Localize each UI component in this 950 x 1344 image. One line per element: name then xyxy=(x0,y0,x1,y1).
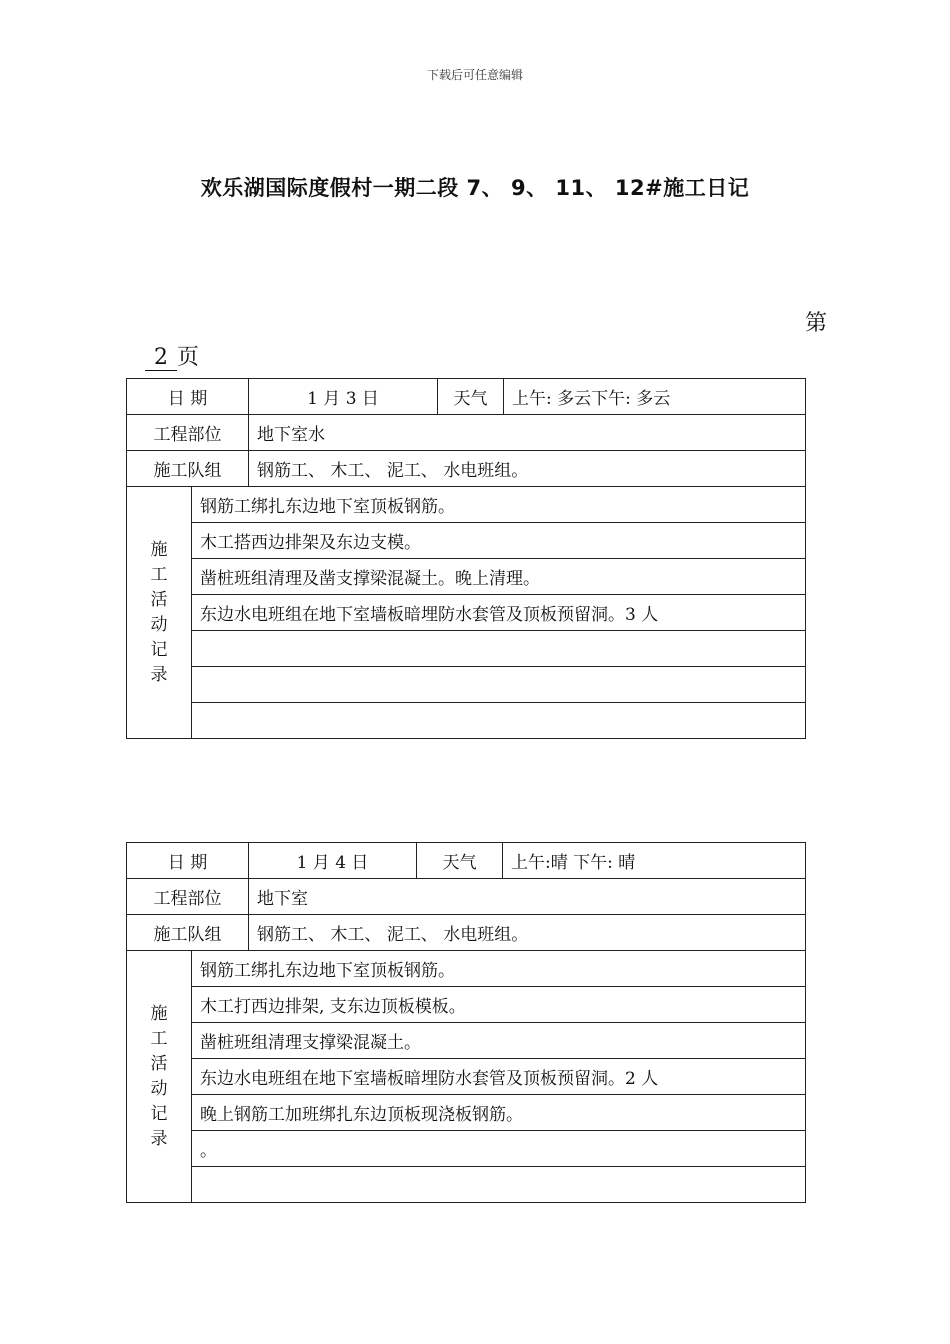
date-value: 1 月 3 日 xyxy=(249,379,438,415)
team-row xyxy=(127,451,806,487)
location-row xyxy=(127,415,806,451)
header-note: 下载后可任意编辑 xyxy=(426,68,523,82)
activity-row xyxy=(127,703,806,739)
location-value: 地下室 xyxy=(249,879,806,915)
activity-label-char: 录 xyxy=(150,664,168,685)
activity-line: 凿桩班组清理及凿支撑梁混凝土。晚上清理。 xyxy=(192,559,806,595)
page-label-suffix: 页 xyxy=(177,345,200,370)
activity-row xyxy=(127,987,806,1023)
team-value: 钢筋工、 木工、 泥工、 水电班组。 xyxy=(249,915,806,951)
team-label: 施工队组 xyxy=(127,915,249,951)
team-value: 钢筋工、 木工、 泥工、 水电班组。 xyxy=(249,451,806,487)
activity-section-label xyxy=(127,951,192,1203)
team-row xyxy=(127,915,806,951)
activity-label-char: 记 xyxy=(150,1103,168,1124)
page-label xyxy=(145,340,199,371)
document-title: 欢乐湖国际度假村一期二段 7、 9、 11、 12#施工日记 xyxy=(200,176,750,200)
page-number: 2 xyxy=(145,346,177,371)
activity-label-char: 工 xyxy=(150,1028,168,1049)
activity-line: 东边水电班组在地下室墙板暗埋防水套管及顶板预留洞。2 人 xyxy=(192,1059,806,1095)
activity-row xyxy=(127,1131,806,1167)
activity-row xyxy=(127,667,806,703)
activity-line xyxy=(192,703,806,739)
diary-entry-table-1 xyxy=(126,378,806,739)
activity-label-char: 活 xyxy=(150,1053,168,1074)
date-label: 日 期 xyxy=(127,843,249,879)
activity-row xyxy=(127,595,806,631)
weather-label: 天气 xyxy=(417,843,503,879)
location-row xyxy=(127,879,806,915)
activity-row xyxy=(127,523,806,559)
diary-entry-table-2 xyxy=(126,842,806,1203)
activity-label-char: 录 xyxy=(150,1128,168,1149)
activity-label-char: 动 xyxy=(150,1078,168,1099)
activity-label-char: 活 xyxy=(150,589,168,610)
date-row xyxy=(127,843,806,879)
activity-line: 东边水电班组在地下室墙板暗埋防水套管及顶板预留洞。3 人 xyxy=(192,595,806,631)
activity-line: 木工打西边排架, 支东边顶板模板。 xyxy=(192,987,806,1023)
activity-label-char: 工 xyxy=(150,564,168,585)
activity-line xyxy=(192,631,806,667)
activity-line xyxy=(192,1167,806,1203)
activity-row xyxy=(127,1059,806,1095)
activity-row xyxy=(127,951,806,987)
weather-label: 天气 xyxy=(438,379,504,415)
activity-section-label xyxy=(127,487,192,739)
activity-row xyxy=(127,631,806,667)
activity-row xyxy=(127,559,806,595)
activity-row xyxy=(127,1023,806,1059)
location-label: 工程部位 xyxy=(127,879,249,915)
location-label: 工程部位 xyxy=(127,415,249,451)
activity-line: 木工搭西边排架及东边支模。 xyxy=(192,523,806,559)
activity-row xyxy=(127,1095,806,1131)
page-label-prefix: 第 xyxy=(805,311,828,336)
team-label: 施工队组 xyxy=(127,451,249,487)
activity-line xyxy=(192,667,806,703)
weather-value: 上午:晴 下午: 晴 xyxy=(503,843,806,879)
date-value: 1 月 4 日 xyxy=(249,843,417,879)
weather-value: 上午: 多云下午: 多云 xyxy=(504,379,806,415)
activity-row xyxy=(127,1167,806,1203)
activity-label-char: 施 xyxy=(150,539,168,560)
activity-label-char: 动 xyxy=(150,614,168,635)
activity-label-char: 施 xyxy=(150,1003,168,1024)
date-row xyxy=(127,379,806,415)
activity-line: 钢筋工绑扎东边地下室顶板钢筋。 xyxy=(192,487,806,523)
date-label: 日 期 xyxy=(127,379,249,415)
location-value: 地下室水 xyxy=(249,415,806,451)
activity-line: 凿桩班组清理支撑梁混凝土。 xyxy=(192,1023,806,1059)
activity-line: 。 xyxy=(192,1131,806,1167)
activity-label-char: 记 xyxy=(150,639,168,660)
activity-row xyxy=(127,487,806,523)
activity-line: 晚上钢筋工加班绑扎东边顶板现浇板钢筋。 xyxy=(192,1095,806,1131)
activity-line: 钢筋工绑扎东边地下室顶板钢筋。 xyxy=(192,951,806,987)
